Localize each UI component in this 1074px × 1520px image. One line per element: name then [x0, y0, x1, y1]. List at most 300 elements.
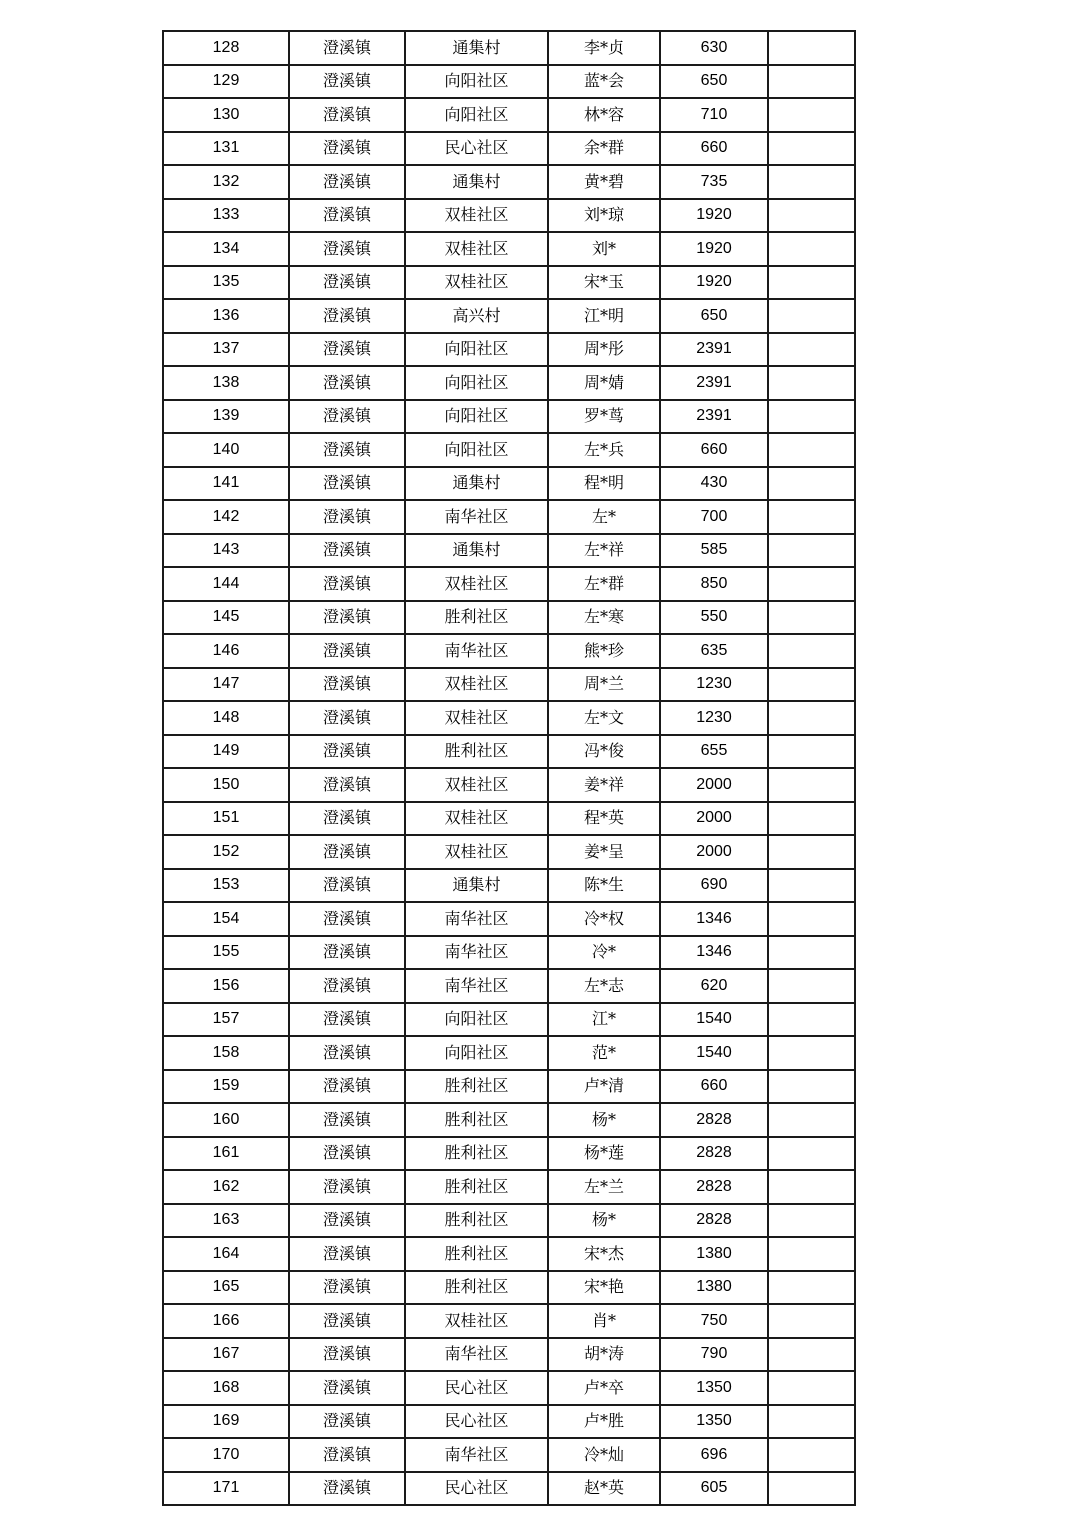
table-row	[163, 266, 855, 300]
town-cell: 澄溪镇	[289, 299, 405, 333]
note-cell	[768, 969, 855, 1003]
community-cell: 南华社区	[405, 936, 548, 970]
amount-cell: 430	[660, 467, 768, 501]
table-row	[163, 165, 855, 199]
note-cell	[768, 1304, 855, 1338]
amount-cell: 2391	[660, 400, 768, 434]
town-cell: 澄溪镇	[289, 768, 405, 802]
community-cell: 双桂社区	[405, 567, 548, 601]
subsidy-roster-table	[162, 30, 856, 1506]
row-number-cell: 135	[163, 266, 289, 300]
community-cell: 胜利社区	[405, 1070, 548, 1104]
person-name-cell: 左*群	[548, 567, 660, 601]
amount-cell: 1346	[660, 936, 768, 970]
community-cell: 胜利社区	[405, 735, 548, 769]
table-row	[163, 902, 855, 936]
table-row	[163, 299, 855, 333]
table-row	[163, 1472, 855, 1506]
person-name-cell: 蓝*会	[548, 65, 660, 99]
table-row	[163, 433, 855, 467]
person-name-cell: 左*兵	[548, 433, 660, 467]
amount-cell: 605	[660, 1472, 768, 1506]
note-cell	[768, 601, 855, 635]
row-number-cell: 129	[163, 65, 289, 99]
person-name-cell: 左*祥	[548, 534, 660, 568]
amount-cell: 630	[660, 31, 768, 65]
table-row	[163, 668, 855, 702]
row-number-cell: 128	[163, 31, 289, 65]
row-number-cell: 162	[163, 1170, 289, 1204]
table-row	[163, 701, 855, 735]
town-cell: 澄溪镇	[289, 1103, 405, 1137]
row-number-cell: 152	[163, 835, 289, 869]
amount-cell: 1230	[660, 668, 768, 702]
note-cell	[768, 1070, 855, 1104]
community-cell: 双桂社区	[405, 199, 548, 233]
person-name-cell: 熊*珍	[548, 634, 660, 668]
table-row	[163, 232, 855, 266]
row-number-cell: 146	[163, 634, 289, 668]
table-row	[163, 735, 855, 769]
table-row	[163, 500, 855, 534]
note-cell	[768, 634, 855, 668]
person-name-cell: 冷*	[548, 936, 660, 970]
note-cell	[768, 98, 855, 132]
community-cell: 南华社区	[405, 1338, 548, 1372]
person-name-cell: 刘*	[548, 232, 660, 266]
amount-cell: 655	[660, 735, 768, 769]
table-row	[163, 1371, 855, 1405]
person-name-cell: 宋*玉	[548, 266, 660, 300]
amount-cell: 2828	[660, 1204, 768, 1238]
note-cell	[768, 1438, 855, 1472]
community-cell: 向阳社区	[405, 366, 548, 400]
note-cell	[768, 299, 855, 333]
row-number-cell: 145	[163, 601, 289, 635]
person-name-cell: 肖*	[548, 1304, 660, 1338]
row-number-cell: 161	[163, 1137, 289, 1171]
town-cell: 澄溪镇	[289, 1438, 405, 1472]
row-number-cell: 170	[163, 1438, 289, 1472]
table-row	[163, 366, 855, 400]
note-cell	[768, 902, 855, 936]
note-cell	[768, 366, 855, 400]
person-name-cell: 周*兰	[548, 668, 660, 702]
person-name-cell: 左*兰	[548, 1170, 660, 1204]
note-cell	[768, 1036, 855, 1070]
community-cell: 双桂社区	[405, 232, 548, 266]
amount-cell: 2000	[660, 802, 768, 836]
town-cell: 澄溪镇	[289, 266, 405, 300]
community-cell: 向阳社区	[405, 1036, 548, 1070]
row-number-cell: 149	[163, 735, 289, 769]
amount-cell: 2391	[660, 333, 768, 367]
table-row	[163, 1271, 855, 1305]
roster-body	[163, 31, 855, 1505]
row-number-cell: 157	[163, 1003, 289, 1037]
community-cell: 胜利社区	[405, 601, 548, 635]
amount-cell: 650	[660, 65, 768, 99]
note-cell	[768, 1137, 855, 1171]
row-number-cell: 158	[163, 1036, 289, 1070]
amount-cell: 1540	[660, 1036, 768, 1070]
table-row	[163, 1304, 855, 1338]
community-cell: 胜利社区	[405, 1204, 548, 1238]
amount-cell: 650	[660, 299, 768, 333]
row-number-cell: 139	[163, 400, 289, 434]
amount-cell: 700	[660, 500, 768, 534]
community-cell: 南华社区	[405, 902, 548, 936]
amount-cell: 660	[660, 132, 768, 166]
row-number-cell: 155	[163, 936, 289, 970]
person-name-cell: 胡*涛	[548, 1338, 660, 1372]
row-number-cell: 141	[163, 467, 289, 501]
amount-cell: 1380	[660, 1237, 768, 1271]
amount-cell: 750	[660, 1304, 768, 1338]
person-name-cell: 姜*呈	[548, 835, 660, 869]
community-cell: 双桂社区	[405, 1304, 548, 1338]
town-cell: 澄溪镇	[289, 65, 405, 99]
town-cell: 澄溪镇	[289, 500, 405, 534]
person-name-cell: 李*贞	[548, 31, 660, 65]
table-row	[163, 835, 855, 869]
town-cell: 澄溪镇	[289, 31, 405, 65]
town-cell: 澄溪镇	[289, 199, 405, 233]
town-cell: 澄溪镇	[289, 366, 405, 400]
amount-cell: 690	[660, 869, 768, 903]
note-cell	[768, 869, 855, 903]
note-cell	[768, 735, 855, 769]
row-number-cell: 167	[163, 1338, 289, 1372]
note-cell	[768, 165, 855, 199]
person-name-cell: 周*彤	[548, 333, 660, 367]
person-name-cell: 左*	[548, 500, 660, 534]
row-number-cell: 143	[163, 534, 289, 568]
person-name-cell: 范*	[548, 1036, 660, 1070]
community-cell: 向阳社区	[405, 333, 548, 367]
community-cell: 向阳社区	[405, 400, 548, 434]
person-name-cell: 卢*卒	[548, 1371, 660, 1405]
row-number-cell: 165	[163, 1271, 289, 1305]
town-cell: 澄溪镇	[289, 1204, 405, 1238]
amount-cell: 2828	[660, 1170, 768, 1204]
community-cell: 双桂社区	[405, 668, 548, 702]
row-number-cell: 156	[163, 969, 289, 1003]
note-cell	[768, 433, 855, 467]
town-cell: 澄溪镇	[289, 735, 405, 769]
amount-cell: 2828	[660, 1103, 768, 1137]
note-cell	[768, 835, 855, 869]
table-row	[163, 98, 855, 132]
community-cell: 南华社区	[405, 969, 548, 1003]
note-cell	[768, 567, 855, 601]
town-cell: 澄溪镇	[289, 668, 405, 702]
table-row	[163, 1405, 855, 1439]
note-cell	[768, 65, 855, 99]
amount-cell: 1230	[660, 701, 768, 735]
note-cell	[768, 701, 855, 735]
amount-cell: 620	[660, 969, 768, 1003]
table-row	[163, 1070, 855, 1104]
table-row	[163, 400, 855, 434]
community-cell: 向阳社区	[405, 98, 548, 132]
person-name-cell: 林*容	[548, 98, 660, 132]
community-cell: 胜利社区	[405, 1237, 548, 1271]
amount-cell: 1920	[660, 199, 768, 233]
person-name-cell: 左*志	[548, 969, 660, 1003]
row-number-cell: 171	[163, 1472, 289, 1506]
person-name-cell: 左*寒	[548, 601, 660, 635]
note-cell	[768, 1204, 855, 1238]
table-row	[163, 1204, 855, 1238]
row-number-cell: 166	[163, 1304, 289, 1338]
table-row	[163, 1003, 855, 1037]
amount-cell: 550	[660, 601, 768, 635]
town-cell: 澄溪镇	[289, 936, 405, 970]
table-row	[163, 31, 855, 65]
amount-cell: 790	[660, 1338, 768, 1372]
community-cell: 通集村	[405, 869, 548, 903]
community-cell: 双桂社区	[405, 802, 548, 836]
amount-cell: 2828	[660, 1137, 768, 1171]
person-name-cell: 黄*碧	[548, 165, 660, 199]
person-name-cell: 宋*杰	[548, 1237, 660, 1271]
note-cell	[768, 1003, 855, 1037]
amount-cell: 1920	[660, 232, 768, 266]
person-name-cell: 杨*	[548, 1204, 660, 1238]
community-cell: 南华社区	[405, 634, 548, 668]
row-number-cell: 144	[163, 567, 289, 601]
table-row	[163, 601, 855, 635]
amount-cell: 710	[660, 98, 768, 132]
town-cell: 澄溪镇	[289, 1137, 405, 1171]
amount-cell: 635	[660, 634, 768, 668]
person-name-cell: 刘*琼	[548, 199, 660, 233]
town-cell: 澄溪镇	[289, 333, 405, 367]
row-number-cell: 136	[163, 299, 289, 333]
community-cell: 双桂社区	[405, 266, 548, 300]
town-cell: 澄溪镇	[289, 534, 405, 568]
person-name-cell: 卢*胜	[548, 1405, 660, 1439]
community-cell: 胜利社区	[405, 1137, 548, 1171]
table-row	[163, 768, 855, 802]
town-cell: 澄溪镇	[289, 835, 405, 869]
town-cell: 澄溪镇	[289, 165, 405, 199]
town-cell: 澄溪镇	[289, 634, 405, 668]
person-name-cell: 江*	[548, 1003, 660, 1037]
amount-cell: 585	[660, 534, 768, 568]
person-name-cell: 杨*	[548, 1103, 660, 1137]
community-cell: 双桂社区	[405, 701, 548, 735]
note-cell	[768, 232, 855, 266]
person-name-cell: 赵*英	[548, 1472, 660, 1506]
amount-cell: 735	[660, 165, 768, 199]
amount-cell: 1350	[660, 1405, 768, 1439]
row-number-cell: 131	[163, 132, 289, 166]
row-number-cell: 151	[163, 802, 289, 836]
row-number-cell: 140	[163, 433, 289, 467]
community-cell: 南华社区	[405, 1438, 548, 1472]
note-cell	[768, 1170, 855, 1204]
row-number-cell: 148	[163, 701, 289, 735]
town-cell: 澄溪镇	[289, 232, 405, 266]
row-number-cell: 169	[163, 1405, 289, 1439]
row-number-cell: 159	[163, 1070, 289, 1104]
town-cell: 澄溪镇	[289, 1271, 405, 1305]
table-row	[163, 936, 855, 970]
person-name-cell: 冷*灿	[548, 1438, 660, 1472]
town-cell: 澄溪镇	[289, 98, 405, 132]
community-cell: 胜利社区	[405, 1271, 548, 1305]
person-name-cell: 姜*祥	[548, 768, 660, 802]
amount-cell: 850	[660, 567, 768, 601]
person-name-cell: 宋*艳	[548, 1271, 660, 1305]
town-cell: 澄溪镇	[289, 1304, 405, 1338]
note-cell	[768, 1371, 855, 1405]
note-cell	[768, 1237, 855, 1271]
person-name-cell: 程*英	[548, 802, 660, 836]
town-cell: 澄溪镇	[289, 1170, 405, 1204]
note-cell	[768, 1103, 855, 1137]
table-row	[163, 1103, 855, 1137]
community-cell: 民心社区	[405, 1472, 548, 1506]
community-cell: 向阳社区	[405, 433, 548, 467]
note-cell	[768, 802, 855, 836]
row-number-cell: 147	[163, 668, 289, 702]
town-cell: 澄溪镇	[289, 969, 405, 1003]
row-number-cell: 142	[163, 500, 289, 534]
town-cell: 澄溪镇	[289, 567, 405, 601]
row-number-cell: 164	[163, 1237, 289, 1271]
community-cell: 双桂社区	[405, 835, 548, 869]
town-cell: 澄溪镇	[289, 1003, 405, 1037]
note-cell	[768, 1405, 855, 1439]
community-cell: 通集村	[405, 534, 548, 568]
row-number-cell: 133	[163, 199, 289, 233]
town-cell: 澄溪镇	[289, 132, 405, 166]
row-number-cell: 138	[163, 366, 289, 400]
person-name-cell: 余*群	[548, 132, 660, 166]
row-number-cell: 168	[163, 1371, 289, 1405]
table-row	[163, 132, 855, 166]
town-cell: 澄溪镇	[289, 433, 405, 467]
note-cell	[768, 936, 855, 970]
amount-cell: 1920	[660, 266, 768, 300]
person-name-cell: 冯*俊	[548, 735, 660, 769]
row-number-cell: 132	[163, 165, 289, 199]
row-number-cell: 153	[163, 869, 289, 903]
community-cell: 民心社区	[405, 132, 548, 166]
town-cell: 澄溪镇	[289, 701, 405, 735]
row-number-cell: 137	[163, 333, 289, 367]
person-name-cell: 左*文	[548, 701, 660, 735]
town-cell: 澄溪镇	[289, 1036, 405, 1070]
community-cell: 向阳社区	[405, 1003, 548, 1037]
amount-cell: 2000	[660, 835, 768, 869]
person-name-cell: 罗*茑	[548, 400, 660, 434]
table-row	[163, 1338, 855, 1372]
town-cell: 澄溪镇	[289, 601, 405, 635]
person-name-cell: 江*明	[548, 299, 660, 333]
community-cell: 通集村	[405, 467, 548, 501]
table-row	[163, 1170, 855, 1204]
community-cell: 胜利社区	[405, 1170, 548, 1204]
amount-cell: 1540	[660, 1003, 768, 1037]
note-cell	[768, 266, 855, 300]
note-cell	[768, 534, 855, 568]
table-row	[163, 567, 855, 601]
row-number-cell: 154	[163, 902, 289, 936]
town-cell: 澄溪镇	[289, 1472, 405, 1506]
table-row	[163, 534, 855, 568]
table-row	[163, 969, 855, 1003]
table-row	[163, 1137, 855, 1171]
town-cell: 澄溪镇	[289, 1237, 405, 1271]
community-cell: 通集村	[405, 165, 548, 199]
amount-cell: 1346	[660, 902, 768, 936]
community-cell: 高兴村	[405, 299, 548, 333]
table-row	[163, 333, 855, 367]
table-row	[163, 467, 855, 501]
table-row	[163, 802, 855, 836]
community-cell: 胜利社区	[405, 1103, 548, 1137]
note-cell	[768, 1472, 855, 1506]
row-number-cell: 150	[163, 768, 289, 802]
note-cell	[768, 31, 855, 65]
town-cell: 澄溪镇	[289, 869, 405, 903]
note-cell	[768, 199, 855, 233]
row-number-cell: 160	[163, 1103, 289, 1137]
row-number-cell: 130	[163, 98, 289, 132]
note-cell	[768, 768, 855, 802]
note-cell	[768, 1271, 855, 1305]
amount-cell: 660	[660, 1070, 768, 1104]
note-cell	[768, 500, 855, 534]
town-cell: 澄溪镇	[289, 1405, 405, 1439]
community-cell: 向阳社区	[405, 65, 548, 99]
note-cell	[768, 668, 855, 702]
community-cell: 通集村	[405, 31, 548, 65]
town-cell: 澄溪镇	[289, 400, 405, 434]
table-row	[163, 869, 855, 903]
town-cell: 澄溪镇	[289, 802, 405, 836]
note-cell	[768, 1338, 855, 1372]
person-name-cell: 程*明	[548, 467, 660, 501]
note-cell	[768, 132, 855, 166]
note-cell	[768, 400, 855, 434]
row-number-cell: 134	[163, 232, 289, 266]
amount-cell: 2000	[660, 768, 768, 802]
amount-cell: 696	[660, 1438, 768, 1472]
amount-cell: 1380	[660, 1271, 768, 1305]
table-row	[163, 199, 855, 233]
town-cell: 澄溪镇	[289, 902, 405, 936]
row-number-cell: 163	[163, 1204, 289, 1238]
table-row	[163, 1036, 855, 1070]
amount-cell: 660	[660, 433, 768, 467]
amount-cell: 2391	[660, 366, 768, 400]
note-cell	[768, 333, 855, 367]
amount-cell: 1350	[660, 1371, 768, 1405]
town-cell: 澄溪镇	[289, 1338, 405, 1372]
table-row	[163, 65, 855, 99]
person-name-cell: 卢*清	[548, 1070, 660, 1104]
person-name-cell: 陈*生	[548, 869, 660, 903]
community-cell: 民心社区	[405, 1371, 548, 1405]
community-cell: 双桂社区	[405, 768, 548, 802]
town-cell: 澄溪镇	[289, 1371, 405, 1405]
table-row	[163, 1438, 855, 1472]
